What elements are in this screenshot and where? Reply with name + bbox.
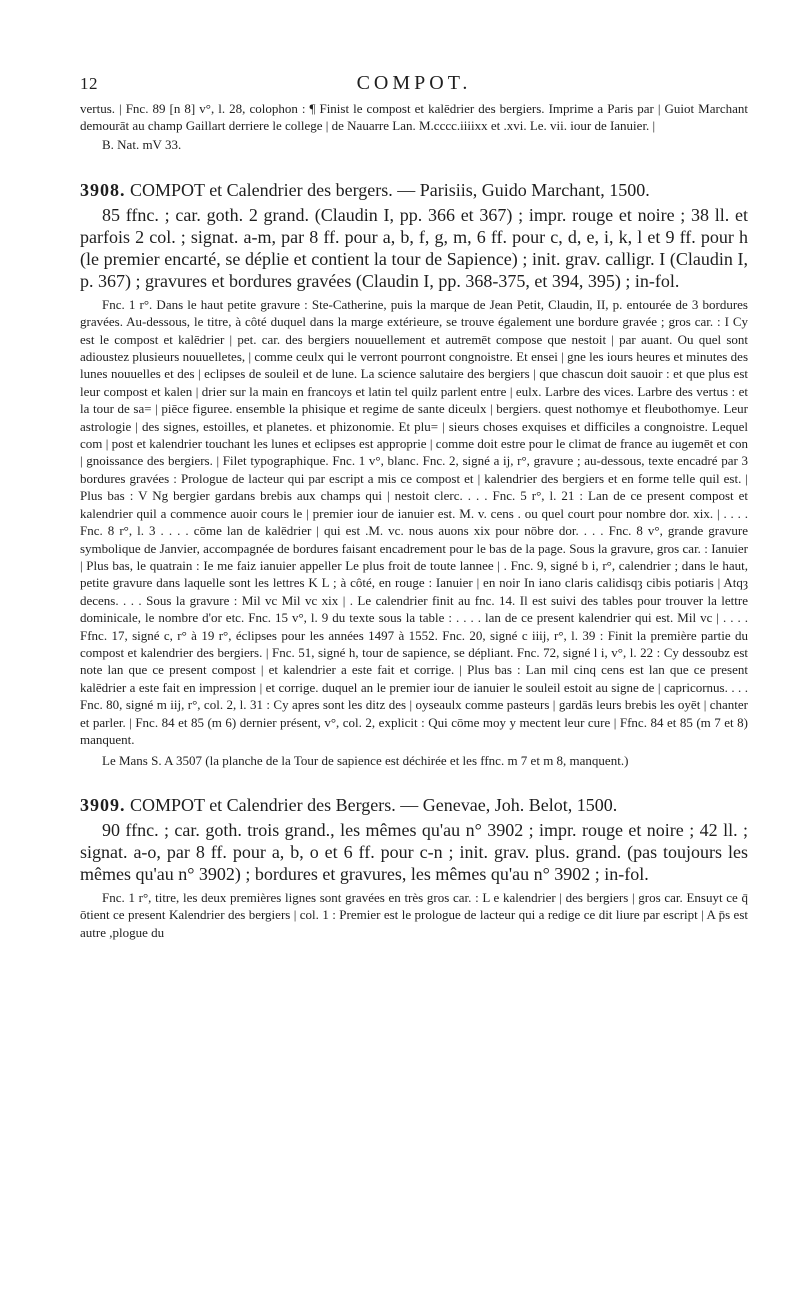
continued-entry-text: vertus. | Fnc. 89 [n 8] v°, l. 28, colophon : ¶ Finist le compost et kalēdrier des bergiers. Imprime a Paris par | Guiot Marchant demourāt au champ Gaillart derriere le college | de Nauarre Lan. M.cccc.iiiixx et .xvi. Le. vii. iour de Ianuier. | [80,101,748,134]
entry-heading [80,179,748,201]
running-title: COMPOT. [356,72,472,94]
entry-heading [80,794,748,816]
catalog-entry [80,179,748,770]
entry-number: 3909. [80,794,126,815]
library-location: B. Nat. mV 33. [102,136,182,152]
page-header [80,0,748,100]
entry-title: COMPOT et Calendrier des bergers. — Parisiis, Guido Marchant, 1500. [125,179,650,200]
page-number: 12 [80,74,98,93]
entry-note: Le Mans S. A 3507 (la planche de la Tour de sapience est déchirée et les ffnc. m 7 et m 8, manquent.) [102,753,629,769]
catalog-entry [80,794,748,941]
entry-body: Fnc. 1 r°, titre, les deux premières lignes sont gravées en très gros car. : L e kalendrier | des bergiers | gros car. Ensuyt ce q̄ ōtient ce present Kalendrier des bergiers | col. 1 : Premier est le prologue de lacteur qui a redige ce dit liure par escript | A p̄s est autre ,plogue du [80,889,748,940]
entry-description: 85 ffnc. ; car. goth. 2 grand. (Claudin I, pp. 366 et 367) ; impr. rouge et noire ; 38 ll. et parfois 2 col. ; signat. a-m, par 8 ff. pour a, b, f, g, m, 6 ff. pour c, d, e, i, k, l et 9 ff. pour h (le premier encarté, se déplie et contient la tour de Sapience) ; init. grav. calligr. I (Claudin I, p. 367) ; gravures et bordures gravées (Claudin I, pp. 368-375, et 394, 395) ; in-fol. [80,204,748,291]
entry-body: Fnc. 1 r°. Dans le haut petite gravure : Ste-Catherine, puis la marque de Jean Petit, Claudin, II, p. entourée de 3 bordures gravées. Au-dessous, le titre, à côté duquel dans la marge extérieure, se trouve également une bordure gravée ; gros car. : I Cy est le compost et kalēdrier | pet. car. des bergiers nouuellement et autremēt compose que nestoit | par auant. Ou quel sont adioustez plusieurs nouuelletes, | comme ceulx qui le verront pourront congnoistre. Et ensei | gne les iours heures et minutes des lunes nouuelles et des | eclipses de souleil et de lune. La science salutaire des bergiers | que chascun doit sauoir : et que plus est leur compost et kalen | drier sur la main en francoys et latin tel quilz parlent entre | eulx. Larbre des vices. Larbre des vertus : et la tour de sa= | piēce figuree. ensemble la phisique et regime de sante diceulx | bergiers. quest nothomye et fleubothomye. Leur astrologie | des signes, estoilles, et planetes. et phizonomie. Et plu= | sieurs choses exquises et difficiles a congnoistre. Lequel com | post et kalendrier touchant les lunes et eclipses est approprie | comme doit estre pour le climat de france au iugemēt et con | gnoissance des bergiers. | Filet typographique. Fnc. 1 v°, blanc. Fnc. 2, signé a ij, r°, gravure ; au-dessous, texte encadré par 3 bordures gravées : Prologue de lacteur qui par escript a mis ce compost et | kalendrier des bergiers et en forme telle quil est. | Plus bas : V Ng bergier gardans brebis aux champs qui | nestoit clerc. . . . Fnc. 5 r°, l. 21 : Lan de ce present compost et kalendrier quil a commence auoir cours le | premier iour de ianuier est. M. v. cens . ou quel court pour nombre dor. xix. | . . . . Fnc. 8 r°, l. 3 . . . . cōme lan de kalēdrier | qui est .M. vc. nous auons xix pour nōbre dor. . . . Fnc. 8 v°, grande gravure symbolique de Janvier, accompagnée de bordures faisant encadrement pour le bas de la page. Sous la gravure, gros car. : Ianuier | Plus bas, le quatrain : Ie me faiz ianuier appeller Le plus froit de toute lannee | . Fnc. 9, signé b i, r°, calendrier ; dans le haut, petite gravure dans laquelle sont les lettres K L ; à côté, en rouge : Ianuier | en noir In iano claris calidisqȝ cibis potiaris | Atqȝ decens. . . . Sous la gravure : Mil vc Mil vc xix | . Le calendrier finit au fnc. 14. Il est suivi des tables pour trouver la lettre dominicale, le nombre d'or etc. Fnc. 15 v°, l. 9 du texte sous la table : . . . . lan de ce present kalendrier qui est. Mil vc | . . . . Ffnc. 17, signé c, r° à 19 r°, éclipses pour les années 1497 à 1552. Fnc. 20, signé c iiij, r°, l. 39 : Finit la première partie du compost et kalendrier des bergiers. | Fnc. 51, signé h, tour de sapience, se dépliant. Fnc. 72, signé l i, v°, l. 22 : Cy dessoubz est note lan que ce present compost | et kalendrier a este fait et corrige. | Plus bas : Lan mil cinq cens est lan que ce present kalēdrier a este fait en impression | et corrige. duquel an le premier iour de ianuier le souleil estoit au signe de | capricornus. . . . Fnc. 80, signé m iij, r°, col. 2, l. 31 : Cy apres sont les ditz des | oyseaulx comme pasteurs | gardās leurs brebis les oyēt | chanter et parler. | Fnc. 84 et 85 (m 6) dernier présent, v°, col. 2, explicit : Qui cōme moy y mectent leur cure | Ffnc. 84 et 85 (m 7 et 8) manquent. [80,296,748,747]
entry-number: 3908. [80,179,126,200]
entry-title: COMPOT et Calendrier des Bergers. — Genevae, Joh. Belot, 1500. [125,794,618,815]
entry-description: 90 ffnc. ; car. goth. trois grand., les mêmes qu'au n° 3902 ; impr. rouge et noire ; 42 ll. ; signat. a-o, par 8 ff. pour a, b, o et 6 ff. pour c-n ; init. grav. plus. grand. (pas toujours les mêmes qu'au n° 3902) ; bordures et gravures, les mêmes qu'au n° 3902 ; in-fol. [80,819,748,884]
